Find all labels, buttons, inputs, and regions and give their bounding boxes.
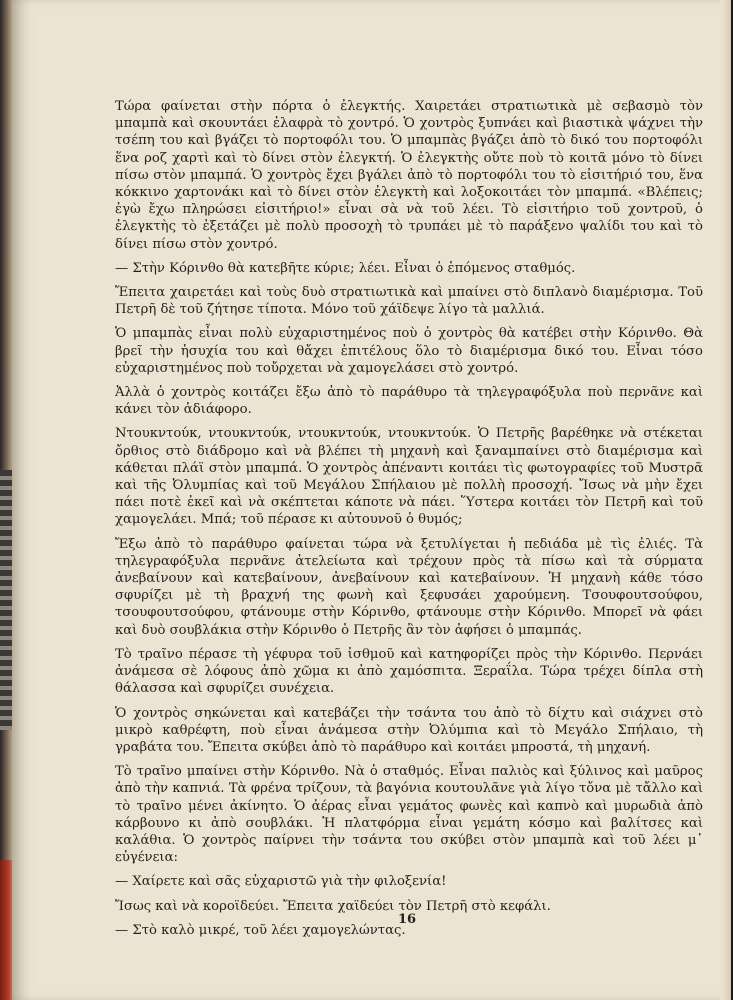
paragraph: Ὁ μπαμπὰς εἶναι πολὺ εὐχαριστημένος ποὺ ὁ χοντρὸς θὰ κατέβει στὴν Κόρινθο. Θὰ βρεῖ τὴν ἡσυχία του καὶ θἄχει ἐπιτέλους ὅλο τὸ διαμέρισμα δικό του. Εἶναι τόσο εὐχαριστημένος ποὺ τοὔρχεται νὰ χαμογελάσει στὸ χοντρό. bbox=[115, 326, 703, 376]
paragraph: Τὸ τραῖνο μπαίνει στὴν Κόρινθο. Νὰ ὁ σταθμός. Εἶναι παλιὸς καὶ ξύλινος καὶ μαῦρος ἀπὸ τὴν καπνιά. Τὰ φρένα τρίζουν, τὰ βαγόνια κουτουλᾶνε γιὰ λίγο τὄνα μὲ τἄλλο καὶ τὸ τραῖνο μένει ἀκίνητο. Ὁ ἀέρας εἶναι γεμάτος φωνὲς καὶ καπνὸ καὶ μυρωδιὰ ἀπὸ κάρβουνο κι ἀπὸ σουβλάκι. Ἡ πλατφόρμα εἶναι γεμάτη κόσμο καὶ βαλίτσες καὶ καλάθια. Ὁ χοντρὸς παίρνει τὴν τσάντα του σκύβει στὸν μπαμπὰ καὶ τοῦ λέει μ᾽ εὐγένεια: bbox=[115, 764, 703, 866]
paragraph: Ντουκντούκ, ντουκντούκ, ντουκντούκ, ντουκντούκ. Ὁ Πετρῆς βαρέθηκε νὰ στέκεται ὄρθιος στὸ διάδρομο καὶ νὰ βλέπει τὴ μηχανὴ καὶ ξαναμπαίνει στὸ διαμέρισμα καὶ κάθεται πλάϊ στὸν μπαμπά. Ὁ χοντρὸς ἀπέναντι κοιτάει τὶς φωτογραφίες τοῦ Μυστρᾶ καὶ τῆς Ὀλυμπίας καὶ τοῦ Μεγάλου Σπήλαιου μὲ πολλὴ προσοχή. Ἴσως νὰ μὴν ἔχει πάει ποτὲ ἐκεῖ καὶ νὰ σκέπτεται κάποτε νὰ πάει. Ὕστερα κοιτάει τὸν Πετρῆ καὶ τοῦ χαμογελάει. Μπά; τοῦ πέρασε κι αὐτουνοῦ ὁ θυμός; bbox=[115, 426, 703, 528]
book-page bbox=[12, 0, 731, 1000]
page-right-margin bbox=[721, 0, 731, 1000]
paragraph: Ἴσως καὶ νὰ κοροϊδεύει. Ἔπειτα χαϊδεύει τὸν Πετρῆ στὸ κεφάλι. bbox=[115, 898, 551, 914]
paragraph: Τώρα φαίνεται στὴν πόρτα ὁ ἐλεγκτής. Χαιρετάει στρατιωτικὰ μὲ σεβασμὸ τὸν μπαμπὰ καὶ σκουντάει ἐλαφρὰ τὸ χοντρό. Ὁ χοντρὸς ξυπνάει καὶ βιαστικὰ ψάχνει τὴν τσέπη του καὶ βγάζει τὸ πορτοφόλι του. Ὁ μπαμπὰς βγάζει ἀπὸ τὸ δικό του πορτοφόλι ἕνα ροζ χαρτὶ καὶ τὸ δίνει στὸν ἐλεγκτή. Ὁ ἐλεγκτὴς οὔτε ποὺ τὸ κοιτᾶ μόνο τὸ δίνει πίσω στὸν μπαμπά. Ὁ χοντρὸς ἔχει βγάλει ἀπὸ τὸ πορτοφόλι του τὸ εἰσιτήριό του, ἕνα κόκκινο χαρτονάκι καὶ τὸ δίνει στὸν ἐλεγκτὴ καὶ λοξοκοιτάει τὸν μπαμπά. «Βλέπεις; ἐγὼ ἔχω πληρώσει εἰσιτήριο!» εἶναι σὰ νὰ τοῦ λέει. Τὸ εἰσιτήριο τοῦ χοντροῦ, ὁ ἐλεγκτὴς τὸ ἐξετάζει μὲ πολὺ προσοχὴ τὸ τρυπάει μὲ τὸ παράξενο ψαλίδι του καὶ τὸ δίνει πίσω στὸν χοντρό. bbox=[115, 99, 703, 252]
paragraph: — Στὴν Κόρινθο θὰ κατεβῆτε κύριε; λέει. Εἶναι ὁ ἑπόμενος σταθμός. bbox=[115, 260, 576, 276]
paragraph: Ἔπειτα χαιρετάει καὶ τοὺς δυὸ στρατιωτικὰ καὶ μπαίνει στὸ διπλανὸ διαμέρισμα. Τοῦ Πετρῆ δὲ τοῦ ζήτησε τίποτα. Μόνο τοῦ χάϊδεψε λίγο τὰ μαλλιά. bbox=[115, 285, 703, 318]
paragraph: Τὸ τραῖνο πέρασε τὴ γέφυρα τοῦ ἰσθμοῦ καὶ κατηφορίζει πρὸς τὴν Κόρινθο. Περνάει ἀνάμεσα σὲ λόφους ἀπὸ χῶμα κι ἀπὸ χαμόσπιτα. Ξεραΐλα. Τώρα τρέχει δίπλα στὴ θάλασσα καὶ σφυρίζει συνέχεια. bbox=[115, 646, 703, 697]
page-number: 16 bbox=[397, 912, 417, 927]
paragraph: Ὁ χοντρὸς σηκώνεται καὶ κατεβάζει τὴν τσάντα του ἀπὸ τὸ δίχτυ καὶ σιάχνει στὸ μικρὸ καθρέφτη, ποὺ εἶναι ἀνάμεσα στὴν Ὀλύμπια καὶ τὸ Μεγάλο Σπήλαιο, τὴ γραβάτα του. Ἔπειτα σκύβει ἀπὸ τὸ παράθυρο καὶ κοιτάει μπροστά, τὴ μηχανή. bbox=[115, 705, 703, 755]
paragraph: Ἔξω ἀπὸ τὸ παράθυρο φαίνεται τώρα νὰ ξετυλίγεται ἡ πεδιάδα μὲ τὶς ἐλιές. Τὰ τηλεγραφόξυλα περνᾶνε ἀτελείωτα καὶ τρέχουν πρὸς τὰ πίσω καὶ τὰ σύρματα ἀνεβαίνουν καὶ κατεβαίνουν, ἀνεβαίνουν καὶ κατεβαίνουν. Ἡ μηχανὴ κάθε τόσο σφυρίζει μὲ τὴ βραχνή της φωνὴ καὶ ξεφυσάει χαρούμενη. Τσουφουτσούφου, τσουφουτσούφου, φτάνουμε στὴν Κόρινθο, φτάνουμε στὴν Κόρινθο. Μπορεῖ νὰ φάει καὶ δυὸ σουβλάκια στὴν Κόρινθο ὁ Πετρῆς ἂν τὸν ἀφήσει ὁ μπαμπάς. bbox=[115, 536, 703, 638]
paragraph: — Στὸ καλὸ μικρέ, τοῦ λέει χαμογελώντας. bbox=[115, 922, 406, 938]
page-body-text bbox=[115, 98, 703, 946]
paragraph: — Χαίρετε καὶ σᾶς εὐχαριστῶ γιὰ τὴν φιλοξενία! bbox=[115, 874, 447, 890]
paragraph: Ἀλλὰ ὁ χοντρὸς κοιτάζει ἔξω ἀπὸ τὸ παράθυρο τὰ τηλεγραφόξυλα ποὺ περνᾶνε καὶ κάνει τὸν ἀδιάφορο. bbox=[115, 385, 703, 418]
